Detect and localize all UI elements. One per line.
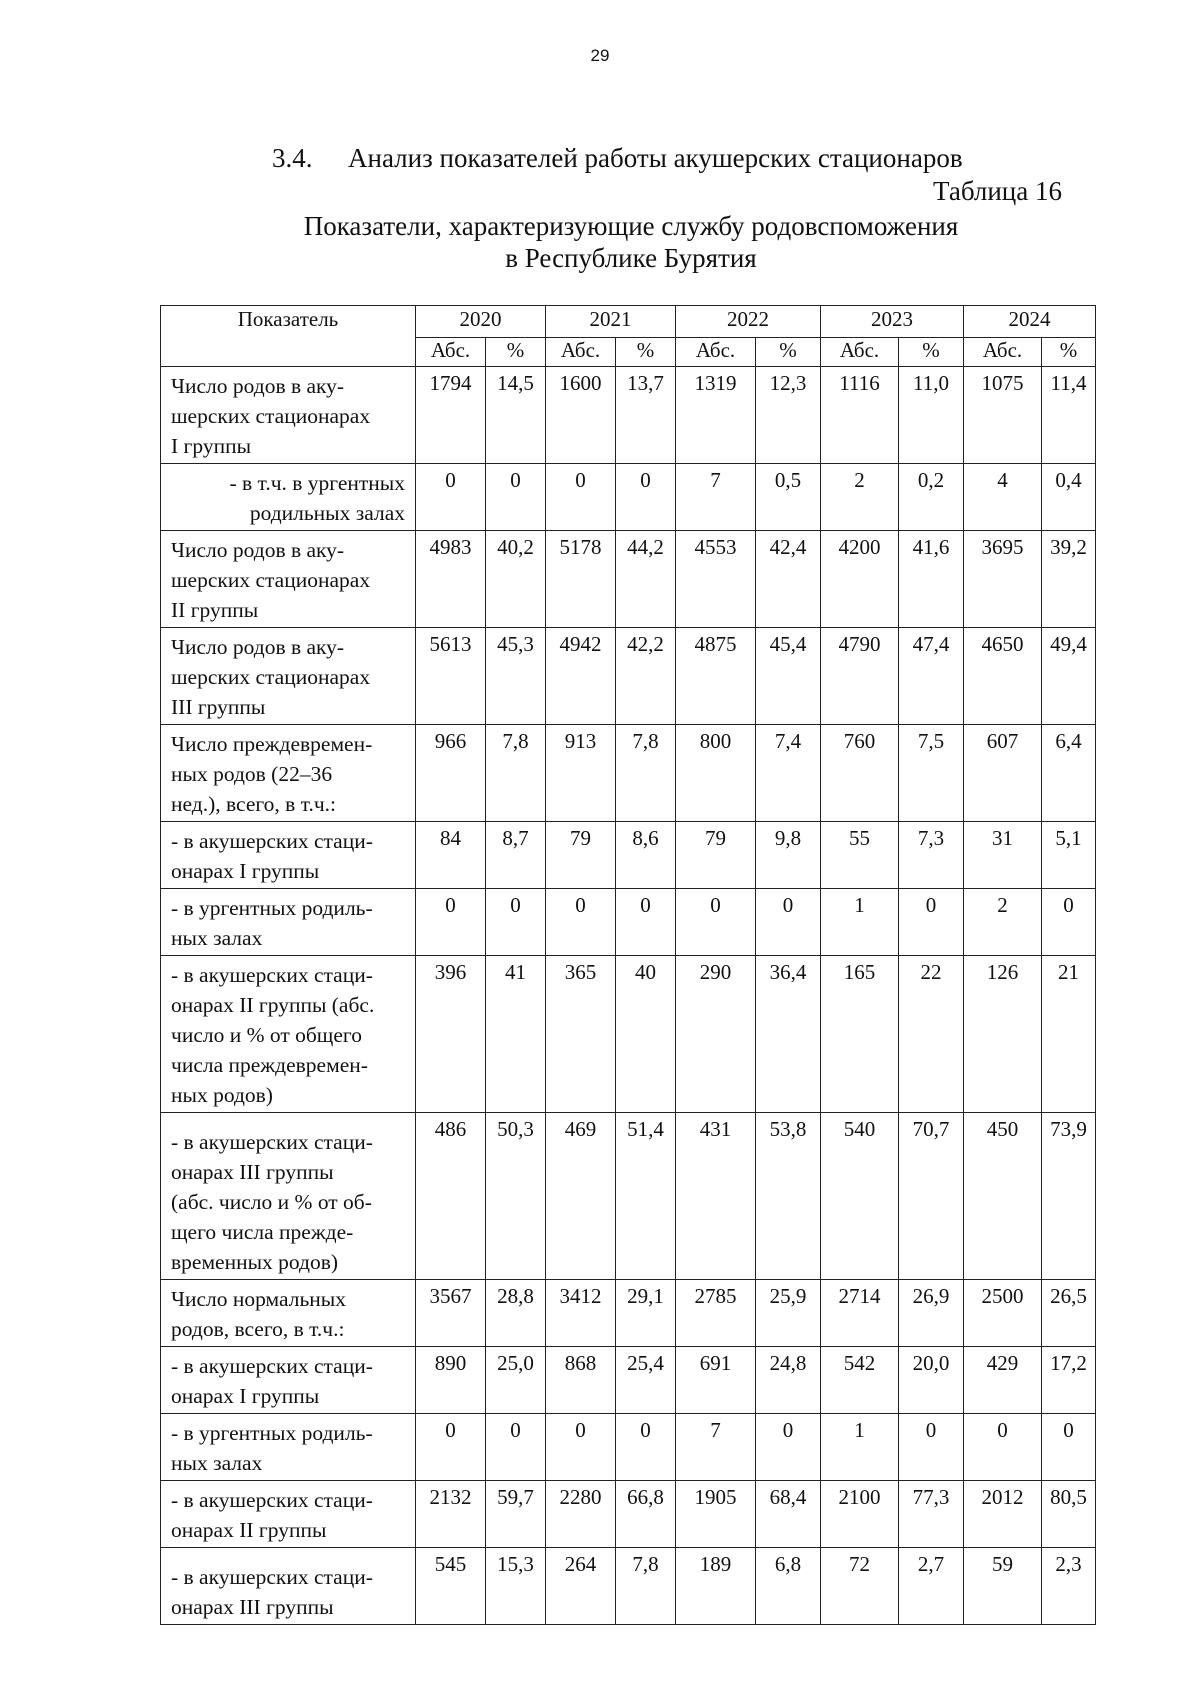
row-label-line: - в акушерских стаци- [171,1130,373,1154]
table-row [161,1548,1096,1625]
year-header: 2023 [821,306,964,338]
pct-value-cell: 7,3 [899,822,964,889]
abs-value-cell: 486 [416,1113,486,1280]
year-header: 2021 [546,306,676,338]
abs-value-cell: 5613 [416,628,486,725]
abs-value-cell: 607 [964,725,1042,822]
abs-value-cell: 429 [964,1347,1042,1414]
pct-value-cell: 8,7 [486,822,546,889]
table-row [161,367,1096,464]
table-row [161,1113,1096,1280]
pct-value-cell: 77,3 [899,1481,964,1548]
abs-value-cell: 542 [821,1347,899,1414]
pct-value-cell: 26,9 [899,1280,964,1347]
row-label [161,531,416,628]
pct-value-cell: 70,7 [899,1113,964,1280]
abs-header: Абс. [676,337,756,366]
abs-value-cell: 2 [821,464,899,531]
row-label [161,822,416,889]
pct-value-cell: 39,2 [1042,531,1096,628]
table-title [0,210,1200,274]
row-label-line: Число родов в аку- [171,374,345,398]
pct-value-cell: 0 [486,889,546,956]
row-label-line: ных залах [171,926,263,950]
abs-value-cell: 264 [546,1548,616,1625]
abs-value-cell: 1905 [676,1481,756,1548]
row-label [161,725,416,822]
pct-value-cell: 29,1 [616,1280,676,1347]
row-label-line: число и % от общего [171,1023,362,1047]
pct-header: % [486,337,546,366]
pct-value-cell: 40 [616,956,676,1113]
pct-value-cell: 7,8 [616,725,676,822]
pct-value-cell: 8,6 [616,822,676,889]
abs-value-cell: 59 [964,1548,1042,1625]
abs-value-cell: 545 [416,1548,486,1625]
section-title: Анализ показателей работы акушерских стационаров [348,143,963,173]
pct-value-cell: 14,5 [486,367,546,464]
row-label-line: Число родов в аку- [171,538,345,562]
table-row [161,956,1096,1113]
pct-value-cell: 7,8 [486,725,546,822]
row-label-line: онарах I группы [171,1384,320,1408]
row-label-line: временных родов) [171,1250,339,1274]
abs-value-cell: 1075 [964,367,1042,464]
pct-value-cell: 0 [486,464,546,531]
pct-value-cell: 5,1 [1042,822,1096,889]
row-label [161,1481,416,1548]
row-label [161,1347,416,1414]
pct-value-cell: 6,4 [1042,725,1096,822]
pct-value-cell: 21 [1042,956,1096,1113]
abs-value-cell: 0 [964,1414,1042,1481]
pct-value-cell: 42,4 [756,531,821,628]
table-body [161,367,1096,1625]
row-label-line: числа преждевремен- [171,1053,368,1077]
abs-value-cell: 79 [546,822,616,889]
table-row [161,1280,1096,1347]
table-row [161,628,1096,725]
pct-value-cell: 42,2 [616,628,676,725]
pct-value-cell: 50,3 [486,1113,546,1280]
pct-value-cell: 0 [616,464,676,531]
pct-value-cell: 25,4 [616,1347,676,1414]
pct-value-cell: 41,6 [899,531,964,628]
pct-value-cell: 12,3 [756,367,821,464]
row-label-line: II группы [171,598,259,622]
pct-value-cell: 0 [616,889,676,956]
row-label-line: - в акушерских стаци- [171,1354,373,1378]
pct-value-cell: 25,0 [486,1347,546,1414]
row-label [161,1113,416,1280]
row-label-line: онарах I группы [171,859,320,883]
abs-value-cell: 3695 [964,531,1042,628]
pct-value-cell: 0,4 [1042,464,1096,531]
table-title-line: в Республике Бурятия [505,243,757,273]
table-row [161,889,1096,956]
abs-value-cell: 800 [676,725,756,822]
pct-value-cell: 0 [899,889,964,956]
abs-value-cell: 84 [416,822,486,889]
year-header: 2020 [416,306,546,338]
abs-value-cell: 2132 [416,1481,486,1548]
row-label-line: III группы [171,695,266,719]
abs-value-cell: 431 [676,1113,756,1280]
row-label [161,1548,416,1625]
abs-value-cell: 4 [964,464,1042,531]
abs-value-cell: 0 [416,464,486,531]
pct-value-cell: 28,8 [486,1280,546,1347]
abs-header: Абс. [821,337,899,366]
abs-value-cell: 126 [964,956,1042,1113]
table-row [161,822,1096,889]
pct-value-cell: 24,8 [756,1347,821,1414]
abs-value-cell: 1 [821,1414,899,1481]
abs-value-cell: 1116 [821,367,899,464]
row-label-line: онарах II группы [171,1518,327,1542]
pct-value-cell: 36,4 [756,956,821,1113]
abs-value-cell: 72 [821,1548,899,1625]
pct-header: % [1042,337,1096,366]
pct-value-cell: 0 [1042,889,1096,956]
row-label-line: - в акушерских стаци- [171,1565,373,1589]
table-row [161,1414,1096,1481]
table-title-line: Показатели, характеризующие службу родовспоможения [303,211,959,241]
row-label-line: - в акушерских стаци- [171,829,373,853]
abs-value-cell: 2500 [964,1280,1042,1347]
pct-value-cell: 66,8 [616,1481,676,1548]
indicators-table [160,305,1096,1625]
pct-value-cell: 40,2 [486,531,546,628]
pct-value-cell: 2,3 [1042,1548,1096,1625]
pct-value-cell: 68,4 [756,1481,821,1548]
pct-value-cell: 45,3 [486,628,546,725]
pct-value-cell: 59,7 [486,1481,546,1548]
pct-value-cell: 73,9 [1042,1113,1096,1280]
pct-value-cell: 47,4 [899,628,964,725]
abs-value-cell: 4553 [676,531,756,628]
row-label-line: I группы [171,434,252,458]
abs-value-cell: 2 [964,889,1042,956]
year-header-row [161,306,1096,338]
abs-value-cell: 540 [821,1113,899,1280]
row-label-line: - в акушерских стаци- [171,1488,373,1512]
year-header: 2022 [676,306,821,338]
pct-value-cell: 41 [486,956,546,1113]
abs-value-cell: 1 [821,889,899,956]
page-number: 29 [590,46,610,65]
section-heading [272,143,963,174]
abs-value-cell: 396 [416,956,486,1113]
row-label-line: щего числа прежде- [171,1220,354,1244]
year-header: 2024 [964,306,1096,338]
abs-value-cell: 4200 [821,531,899,628]
abs-value-cell: 0 [676,889,756,956]
row-label-line: - в ургентных родиль- [171,896,373,920]
pct-value-cell: 11,0 [899,367,964,464]
row-label-line: родильных залах [249,501,405,525]
abs-value-cell: 890 [416,1347,486,1414]
row-label-line: (абс. число и % от об- [171,1190,372,1214]
table-row [161,725,1096,822]
row-label [161,367,416,464]
pct-value-cell: 0,5 [756,464,821,531]
pct-value-cell: 0 [899,1414,964,1481]
row-label-line: Число нормальных [171,1287,346,1311]
abs-value-cell: 3412 [546,1280,616,1347]
row-label [161,464,416,531]
pct-value-cell: 15,3 [486,1548,546,1625]
abs-value-cell: 31 [964,822,1042,889]
abs-header: Абс. [964,337,1042,366]
abs-value-cell: 7 [676,464,756,531]
pct-value-cell: 0 [756,889,821,956]
pct-header: % [616,337,676,366]
abs-value-cell: 5178 [546,531,616,628]
abs-value-cell: 0 [546,464,616,531]
pct-value-cell: 9,8 [756,822,821,889]
pct-value-cell: 53,8 [756,1113,821,1280]
pct-value-cell: 0,2 [899,464,964,531]
table-header [161,306,1096,367]
abs-value-cell: 0 [546,889,616,956]
row-label-line: шерских стационарах [171,665,371,689]
abs-value-cell: 450 [964,1113,1042,1280]
abs-value-cell: 4790 [821,628,899,725]
abs-value-cell: 55 [821,822,899,889]
row-label [161,889,416,956]
table-row [161,531,1096,628]
pct-value-cell: 20,0 [899,1347,964,1414]
abs-value-cell: 189 [676,1548,756,1625]
pct-value-cell: 11,4 [1042,367,1096,464]
pct-value-cell: 6,8 [756,1548,821,1625]
pct-value-cell: 0 [756,1414,821,1481]
abs-value-cell: 691 [676,1347,756,1414]
pct-header: % [899,337,964,366]
section-number: 3.4. [272,143,313,173]
abs-value-cell: 4983 [416,531,486,628]
pct-value-cell: 13,7 [616,367,676,464]
pct-value-cell: 0 [486,1414,546,1481]
abs-value-cell: 79 [676,822,756,889]
indicator-header: Показатель [161,306,416,367]
abs-value-cell: 760 [821,725,899,822]
row-label-line: онарах II группы (абс. [171,993,375,1017]
pct-value-cell: 17,2 [1042,1347,1096,1414]
abs-value-cell: 2012 [964,1481,1042,1548]
abs-header: Абс. [546,337,616,366]
abs-value-cell: 1794 [416,367,486,464]
pct-value-cell: 49,4 [1042,628,1096,725]
row-label-line: ных залах [171,1451,263,1475]
abs-value-cell: 0 [546,1414,616,1481]
row-label-line: родов, всего, в т.ч.: [171,1317,345,1341]
row-label-line: Число преждевремен- [171,732,373,756]
row-label-line: ных родов) [171,1083,273,1107]
abs-value-cell: 469 [546,1113,616,1280]
row-label [161,956,416,1113]
row-label-line: - в т.ч. в ургентных [229,471,405,495]
abs-value-cell: 365 [546,956,616,1113]
pct-value-cell: 0 [1042,1414,1096,1481]
abs-value-cell: 2280 [546,1481,616,1548]
abs-value-cell: 290 [676,956,756,1113]
pct-value-cell: 7,8 [616,1548,676,1625]
pct-value-cell: 26,5 [1042,1280,1096,1347]
table-number: Таблица 16 [933,176,1062,206]
abs-value-cell: 1600 [546,367,616,464]
abs-value-cell: 2714 [821,1280,899,1347]
row-label-line: шерских стационарах [171,568,371,592]
pct-value-cell: 51,4 [616,1113,676,1280]
abs-value-cell: 4875 [676,628,756,725]
abs-value-cell: 1319 [676,367,756,464]
pct-value-cell: 25,9 [756,1280,821,1347]
abs-value-cell: 4650 [964,628,1042,725]
table-row [161,1481,1096,1548]
pct-value-cell: 44,2 [616,531,676,628]
abs-value-cell: 2100 [821,1481,899,1548]
table-row [161,464,1096,531]
abs-value-cell: 3567 [416,1280,486,1347]
row-label-line: - в акушерских стаци- [171,963,373,987]
row-label-line: ных родов (22–36 [171,762,333,786]
row-label [161,1280,416,1347]
pct-value-cell: 45,4 [756,628,821,725]
abs-value-cell: 0 [416,889,486,956]
abs-value-cell: 7 [676,1414,756,1481]
table-row [161,1347,1096,1414]
abs-value-cell: 868 [546,1347,616,1414]
row-label-line: онарах III группы [171,1595,334,1619]
row-label [161,628,416,725]
pct-header: % [756,337,821,366]
row-label-line: онарах III группы [171,1160,334,1184]
row-label-line: шерских стационарах [171,404,371,428]
abs-value-cell: 913 [546,725,616,822]
row-label-line: Число родов в аку- [171,635,345,659]
abs-header: Абс. [416,337,486,366]
pct-value-cell: 7,4 [756,725,821,822]
abs-value-cell: 2785 [676,1280,756,1347]
pct-value-cell: 80,5 [1042,1481,1096,1548]
pct-value-cell: 2,7 [899,1548,964,1625]
pct-value-cell: 0 [616,1414,676,1481]
row-label [161,1414,416,1481]
pct-value-cell: 22 [899,956,964,1113]
row-label-line: нед.), всего, в т.ч.: [171,792,336,816]
abs-value-cell: 4942 [546,628,616,725]
row-label-line: - в ургентных родиль- [171,1421,373,1445]
abs-value-cell: 0 [416,1414,486,1481]
abs-value-cell: 966 [416,725,486,822]
pct-value-cell: 7,5 [899,725,964,822]
abs-value-cell: 165 [821,956,899,1113]
